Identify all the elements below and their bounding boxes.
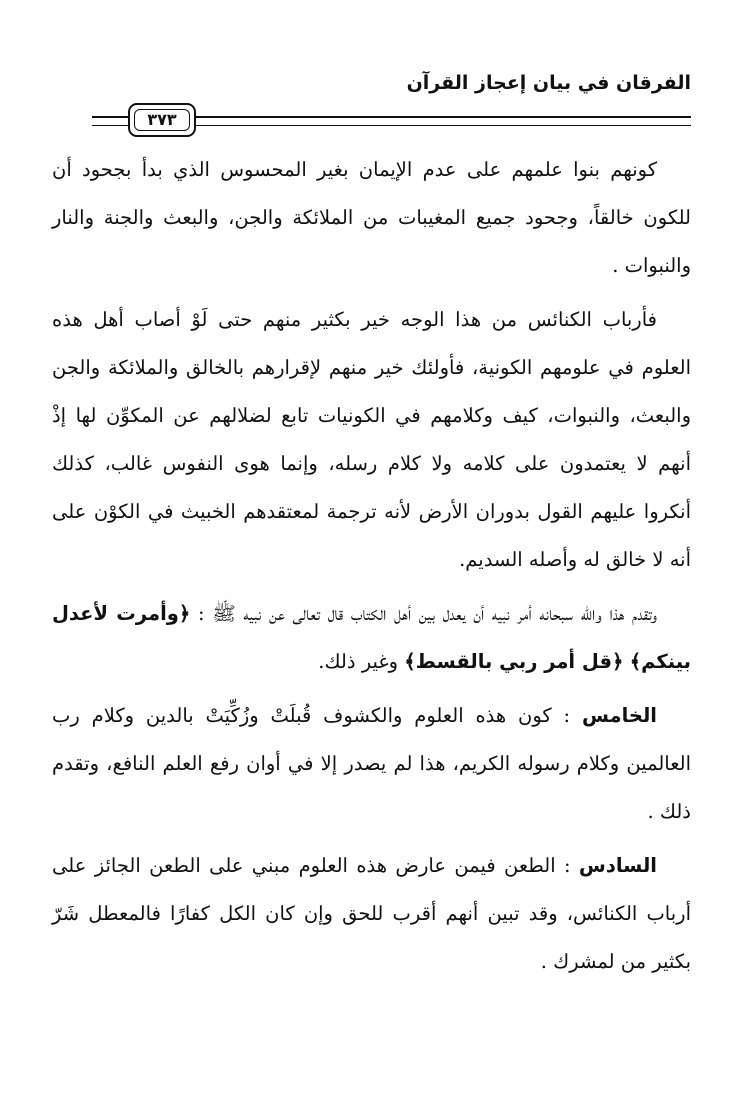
page-number-box	[128, 103, 196, 137]
paragraph-fifth	[52, 692, 691, 836]
paragraph-1: كونهم بنوا علمهم على عدم الإيمان بغير المحسوس الذي بدأ بجحود أن للكون خالقاً، وجحود جميع المغيبات من الملائكة والجن، والبعث والجنة والنار والنبوات .	[52, 158, 691, 277]
point-label-fifth: الخامس	[581, 704, 657, 727]
point-label-sixth: السادس	[578, 854, 657, 877]
paragraph-sixth	[52, 842, 691, 986]
paragraph-2: فأرباب الكنائس من هذا الوجه خير بكثير منهم حتى لَوْ أصاب أهل هذه العلوم في علومهم الكونية، فأولئك خير منهم لإقرارهم بالخالق والملائكة والجن والبعث، والنبوات، كيف وكلامهم في الكونيات تابع لضلالهم عن المكوِّن لها إذْ أنهم لا يعتمدون على كلامه ولا كلام رسله، وإنما هوى النفوس غالب، كذلك أنكروا عليهم القول بدوران الأرض لأنه ترجمة لمعتقدهم الخبيث في الكوْن على أنه لا خالق له وأصله السديم.	[52, 308, 691, 571]
quran-quote-1: ﴿وأمرت لأعدل بينكم﴾	[52, 602, 691, 673]
page-number: ٣٧٣	[147, 110, 177, 129]
point-text-fifth: : كون هذه العلوم والكشوف قُبلَتْ وزُكِّيَتْ بالدين وكلام رب العالمين وكلام رسوله الكريم، هذا لم يصدر إلا في أوان رفع العلم النافع، وتقدم ذلك .	[52, 704, 691, 823]
paragraph-3-text: وتقدم هذا والله سبحانه أمر نبيه أن يعدل بين أهل الكتاب قال تعالى عن نبيه ﷺ :	[190, 602, 657, 625]
page-body	[52, 146, 691, 986]
paragraph-3-ending: وغير ذلك.	[318, 650, 398, 673]
paragraph-3	[52, 590, 691, 686]
point-text-sixth: : الطعن فيمن عارض هذه العلوم مبني على الطعن الجائز على أرباب الكنائس، وقد تبين أنهم أقرب للحق وإن كان الكل كفارًا فالمعطل شَرّ بكثير من لمشرك .	[52, 854, 691, 973]
quran-quote-2: ﴿قل أمر ربي بالقسط﴾	[404, 650, 624, 673]
page-number-inner-frame	[134, 109, 190, 131]
running-header-title: الفرقان في بيان إعجاز القرآن	[406, 72, 691, 94]
